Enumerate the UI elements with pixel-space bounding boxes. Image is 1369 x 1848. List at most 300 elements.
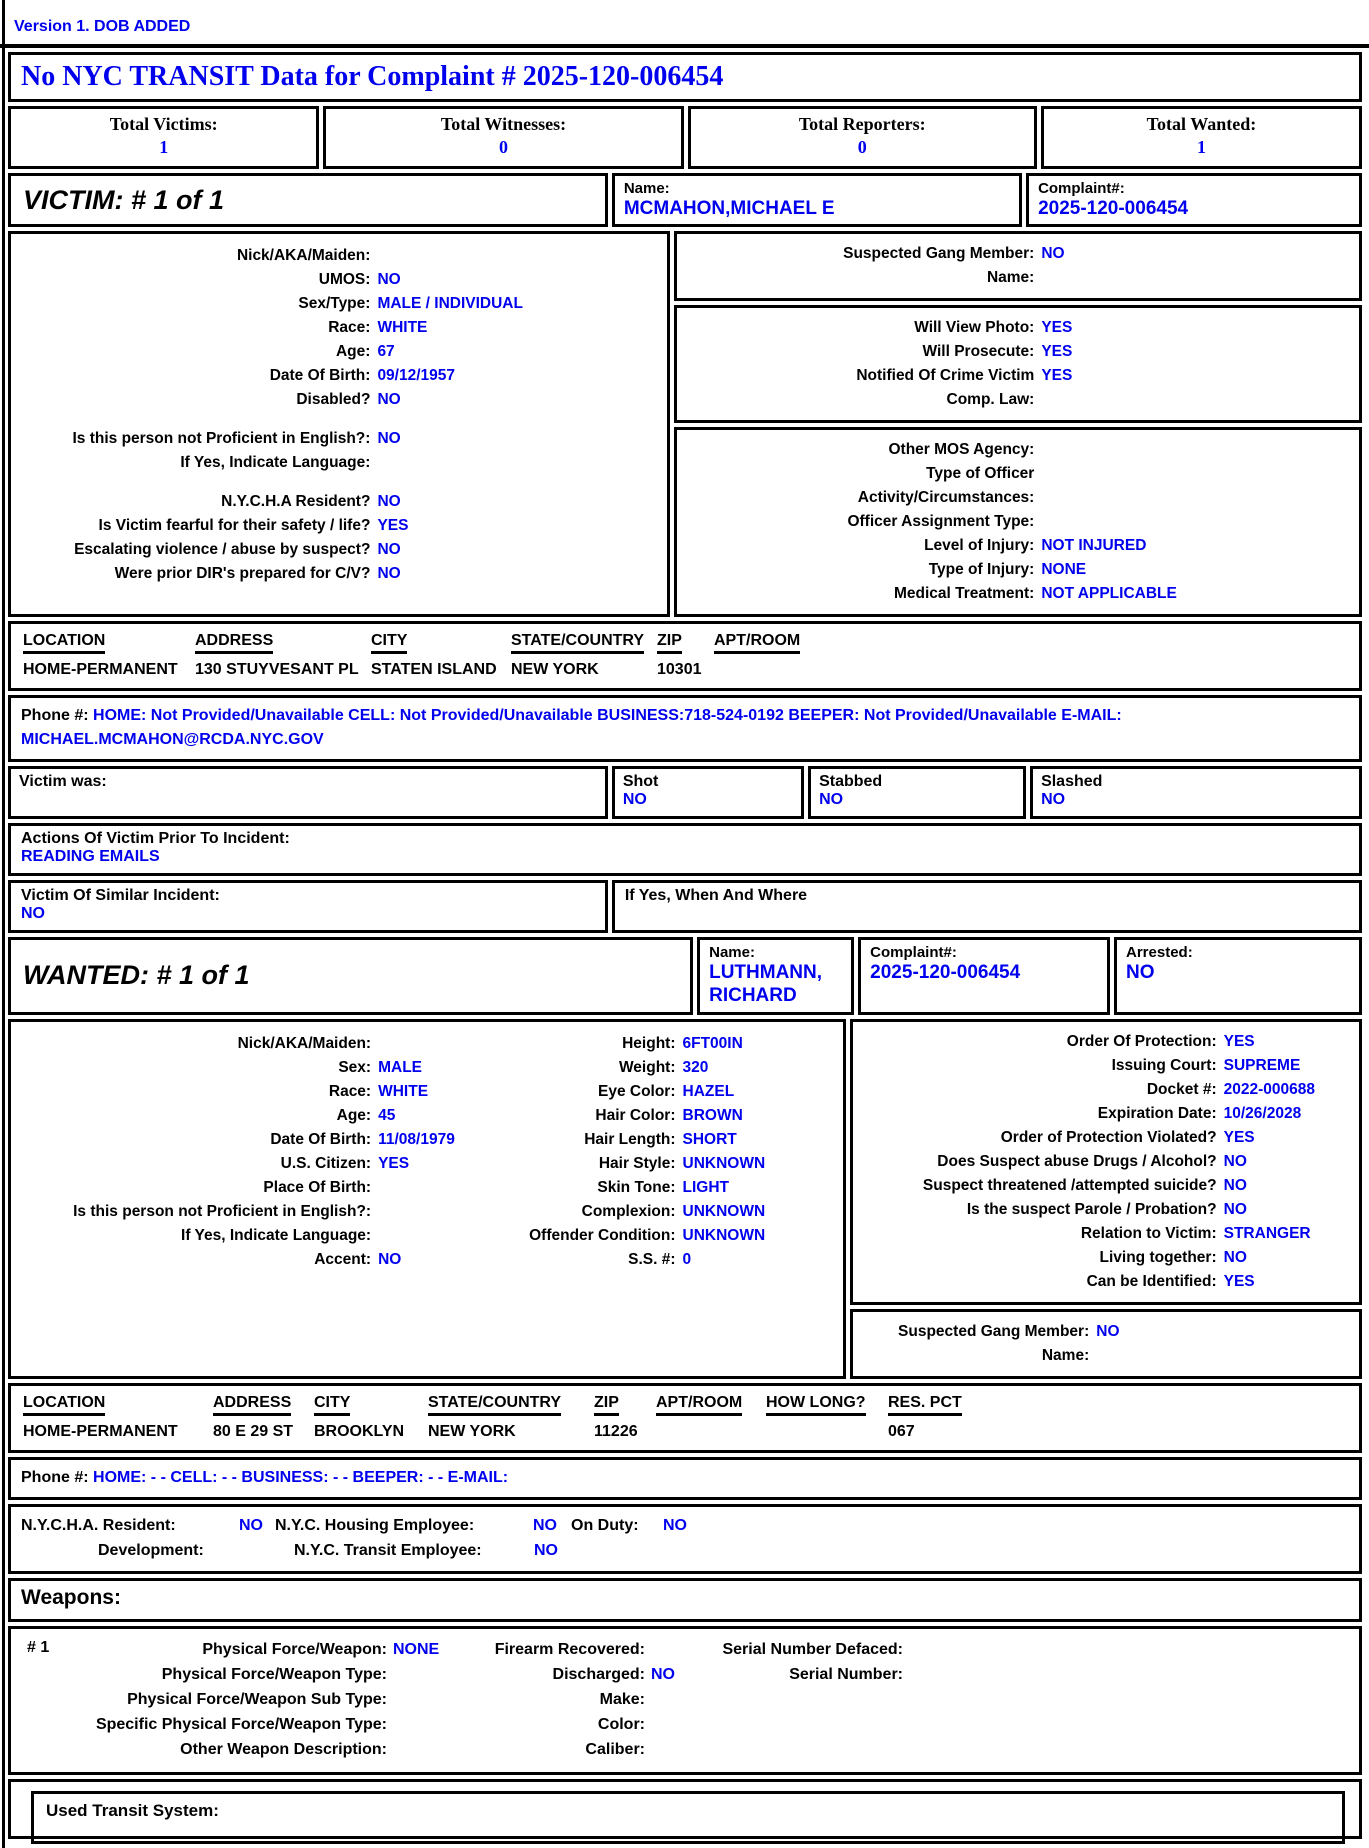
weapons-section-title: Weapons: bbox=[21, 1585, 121, 1609]
transit-label: Used Transit System: bbox=[46, 1800, 219, 1820]
column-header: HOW LONG? bbox=[766, 1394, 888, 1416]
field-label: Development: bbox=[98, 1541, 204, 1559]
column-header: CITY bbox=[314, 1394, 428, 1416]
field-label: Discharged: bbox=[552, 1665, 645, 1683]
field-label: Name: bbox=[986, 269, 1035, 287]
field-label: Race: bbox=[328, 1082, 372, 1100]
field-label: N.Y.C.H.A. Resident: bbox=[21, 1516, 176, 1534]
field-label: Is this person not Proficient in English?: bbox=[73, 1202, 372, 1220]
field-row bbox=[861, 1078, 1351, 1102]
field-label: Is the suspect Parole / Probation? bbox=[966, 1200, 1217, 1218]
location-value-row bbox=[23, 1423, 1359, 1441]
order-of-protection-box bbox=[850, 1019, 1362, 1305]
field-label: If Yes, Indicate Language: bbox=[181, 1226, 372, 1244]
field-value: NO bbox=[663, 1516, 687, 1534]
field-label: Caliber: bbox=[585, 1740, 645, 1758]
field-label: Suspected Gang Member: bbox=[843, 245, 1035, 263]
field-value: 09/12/1957 bbox=[377, 367, 456, 385]
victim-was-label-box bbox=[8, 766, 608, 819]
field-label: Make: bbox=[599, 1690, 645, 1708]
field-value: NO bbox=[622, 791, 647, 809]
field-row bbox=[19, 1248, 835, 1272]
wanted-name-cell bbox=[697, 937, 854, 1014]
field-label: Specific Physical Force/Weapon Type: bbox=[95, 1715, 387, 1733]
similar-incident-box bbox=[8, 880, 608, 933]
column-header: RES. PCT bbox=[888, 1394, 1359, 1416]
cell-value: STATEN ISLAND bbox=[371, 661, 497, 679]
wanted-location-table bbox=[8, 1383, 1362, 1453]
field-value bbox=[378, 1032, 491, 1056]
column-header: APT/ROOM bbox=[714, 632, 1359, 654]
field-label: Expiration Date: bbox=[1097, 1104, 1217, 1122]
column-header: STATE/COUNTRY bbox=[428, 1394, 594, 1416]
page-left-border bbox=[2, 0, 5, 1848]
field-label: Serial Number Defaced: bbox=[722, 1640, 903, 1658]
field-row bbox=[11, 1662, 1351, 1687]
actions-label: Actions Of Victim Prior To Incident: bbox=[21, 830, 290, 848]
field-row bbox=[861, 1102, 1351, 1126]
field-value: YES bbox=[377, 517, 409, 535]
cell-value: 067 bbox=[888, 1422, 915, 1440]
victim-phone-row bbox=[8, 695, 1362, 762]
field-label: Will Prosecute: bbox=[922, 343, 1035, 361]
column-header: ADDRESS bbox=[195, 632, 371, 654]
victim-details-box bbox=[8, 231, 670, 617]
field-row bbox=[19, 1152, 835, 1176]
field-value: YES bbox=[1041, 343, 1073, 361]
field-label: Order of Protection Violated? bbox=[1000, 1128, 1217, 1146]
field-value: UNKNOWN bbox=[682, 1154, 766, 1172]
field-value: MALE bbox=[378, 1058, 423, 1076]
cell-value: 11226 bbox=[594, 1422, 638, 1440]
field-label: Physical Force/Weapon Type: bbox=[161, 1665, 387, 1683]
actions-box bbox=[8, 823, 1362, 876]
field-label: Serial Number: bbox=[789, 1665, 903, 1683]
field-label: Skin Tone: bbox=[597, 1178, 676, 1196]
field-value: HAZEL bbox=[682, 1082, 735, 1100]
field-value: NO bbox=[377, 565, 401, 583]
field-label bbox=[763, 1712, 909, 1737]
wanted-details-box bbox=[8, 1019, 846, 1379]
field-value: NO bbox=[21, 905, 45, 923]
total-label: Total Witnesses: bbox=[440, 114, 567, 134]
field-label bbox=[763, 1737, 909, 1762]
field-value bbox=[909, 1687, 1351, 1712]
weapon-item-box bbox=[8, 1626, 1362, 1775]
field-row bbox=[19, 1224, 835, 1248]
field-label: Relation to Victim: bbox=[1080, 1224, 1217, 1242]
stabbed-box bbox=[808, 766, 1026, 819]
field-label: Is this person not Proficient in English?: bbox=[72, 430, 371, 448]
cell-value bbox=[714, 661, 1359, 679]
field-row bbox=[11, 1712, 1351, 1737]
field-value: SHORT bbox=[682, 1130, 737, 1148]
field-row bbox=[861, 1344, 1351, 1368]
wanted-complaint-label: Complaint#: bbox=[870, 944, 957, 962]
column-header: LOCATION bbox=[23, 632, 195, 654]
total-victims-box bbox=[8, 106, 319, 169]
field-row bbox=[11, 1687, 1351, 1712]
field-label: Victim was: bbox=[19, 773, 107, 791]
total-value: 0 bbox=[498, 137, 508, 157]
field-row bbox=[19, 514, 659, 538]
report-title: No NYC TRANSIT Data for Complaint # 2025-120-006454 bbox=[21, 61, 724, 92]
transit-section-box bbox=[8, 1779, 1362, 1839]
field-row bbox=[19, 490, 659, 514]
field-value bbox=[909, 1712, 1351, 1737]
field-value bbox=[378, 1224, 491, 1248]
weapons-section-title-box bbox=[8, 1578, 1362, 1622]
wanted-header-row bbox=[8, 937, 1362, 1014]
field-row bbox=[861, 1320, 1351, 1344]
field-label bbox=[763, 1687, 909, 1712]
field-row bbox=[685, 462, 1351, 510]
field-row bbox=[19, 316, 659, 340]
field-label: N.Y.C.H.A Resident? bbox=[221, 493, 371, 511]
field-value: NO bbox=[534, 1541, 558, 1559]
transit-box bbox=[31, 1791, 1345, 1844]
report-body bbox=[0, 48, 1369, 1839]
location-value-row bbox=[23, 661, 1359, 679]
field-value: NONE bbox=[393, 1640, 440, 1658]
field-row bbox=[685, 316, 1351, 340]
total-witnesses-box bbox=[323, 106, 683, 169]
field-label: Date Of Birth: bbox=[269, 367, 371, 385]
phone-value: HOME: Not Provided/Unavailable CELL: Not Provided/Unavailable BUSINESS:718-524-0192 BEEPER: Not Provided/Unavailable E-MAIL: MICHAEL.MCMAHON@RCDA.NYC.GOV bbox=[21, 707, 1122, 749]
field-label: Sex: bbox=[338, 1058, 372, 1076]
field-label: Other MOS Agency: bbox=[888, 441, 1035, 459]
field-row bbox=[685, 510, 1351, 534]
field-value: YES bbox=[378, 1154, 410, 1172]
field-row bbox=[19, 1056, 835, 1080]
field-value: NO bbox=[651, 1665, 675, 1683]
field-label: Other Weapon Description: bbox=[180, 1740, 387, 1758]
field-row bbox=[861, 1054, 1351, 1078]
total-value: 1 bbox=[159, 137, 169, 157]
field-value: YES bbox=[1223, 1128, 1255, 1146]
field-label: Physical Force/Weapon: bbox=[202, 1640, 387, 1658]
victim-complaint-label: Complaint#: bbox=[1038, 180, 1125, 197]
victim-gang-box bbox=[674, 231, 1362, 301]
wanted-complaint-value: 2025-120-006454 bbox=[870, 962, 1021, 984]
field-value: LIGHT bbox=[682, 1178, 729, 1196]
total-label: Total Reporters: bbox=[798, 114, 926, 134]
field-value: WHITE bbox=[377, 319, 428, 337]
field-label: Place Of Birth: bbox=[263, 1178, 372, 1196]
field-value: 45 bbox=[378, 1106, 396, 1124]
cell-value: NEW YORK bbox=[511, 661, 599, 679]
field-label: Accent: bbox=[314, 1250, 372, 1268]
field-label: Name: bbox=[1041, 1346, 1090, 1364]
cell-value: 10301 bbox=[657, 661, 702, 679]
actions-value: READING EMAILS bbox=[21, 848, 160, 866]
column-header: ZIP bbox=[657, 632, 714, 654]
location-header-row bbox=[23, 632, 1359, 654]
field-value: NO bbox=[377, 493, 401, 511]
field-value bbox=[393, 1687, 463, 1712]
victim-complaint-value: 2025-120-006454 bbox=[1038, 198, 1189, 219]
field-row bbox=[11, 1737, 1351, 1762]
wanted-complaint-cell bbox=[858, 937, 1110, 1014]
field-row bbox=[19, 1176, 835, 1200]
field-label: Notified Of Crime Victim Comp. Law: bbox=[856, 367, 1035, 409]
field-label: Can be Identified: bbox=[1086, 1272, 1217, 1290]
field-value: NO bbox=[1223, 1176, 1247, 1194]
field-label: N.Y.C. Housing Employee: bbox=[275, 1516, 475, 1534]
field-row bbox=[685, 534, 1351, 558]
victim-was-row bbox=[8, 766, 1362, 819]
wanted-phone-row bbox=[8, 1457, 1362, 1500]
field-row bbox=[685, 266, 1351, 290]
field-value: 10/26/2028 bbox=[1223, 1104, 1302, 1122]
field-label: Were prior DIR's prepared for C/V? bbox=[114, 565, 371, 583]
column-header: LOCATION bbox=[23, 1394, 213, 1416]
total-value: 0 bbox=[857, 137, 867, 157]
similar-when-box bbox=[612, 880, 1362, 933]
field-row bbox=[19, 538, 659, 562]
field-label: Offender Condition: bbox=[529, 1226, 676, 1244]
field-label: Stabbed bbox=[819, 773, 883, 791]
total-reporters-box bbox=[688, 106, 1037, 169]
field-value: SUPREME bbox=[1223, 1056, 1301, 1074]
column-header: CITY bbox=[371, 632, 511, 654]
field-label: U.S. Citizen: bbox=[280, 1154, 372, 1172]
field-value: 320 bbox=[682, 1058, 709, 1076]
field-label: N.Y.C. Transit Employee: bbox=[294, 1541, 482, 1559]
wanted-section-title: WANTED: # 1 of 1 bbox=[8, 937, 693, 1014]
field-label: S.S. #: bbox=[628, 1250, 676, 1268]
wanted-arrested-cell bbox=[1114, 937, 1362, 1014]
victim-header-row bbox=[8, 173, 1362, 227]
field-value: YES bbox=[1041, 367, 1073, 385]
field-label: Docket #: bbox=[1146, 1080, 1217, 1098]
field-row bbox=[19, 268, 659, 292]
field-row bbox=[685, 558, 1351, 582]
cell-value: HOME-PERMANENT bbox=[23, 661, 178, 679]
victim-location-table bbox=[8, 621, 1362, 691]
field-row bbox=[685, 364, 1351, 412]
field-label: UMOS: bbox=[318, 271, 371, 289]
field-row bbox=[19, 1200, 835, 1224]
victim-name-value: MCMAHON,MICHAEL E bbox=[623, 198, 835, 219]
field-row bbox=[19, 340, 659, 364]
field-label: Weight: bbox=[618, 1058, 676, 1076]
field-value: MALE / INDIVIDUAL bbox=[377, 295, 523, 313]
wanted-name-label: Name: bbox=[709, 944, 755, 962]
field-value: NO bbox=[1223, 1152, 1247, 1170]
wanted-gang-box bbox=[850, 1309, 1362, 1379]
column-header: ZIP bbox=[594, 1394, 656, 1416]
field-label: Eye Color: bbox=[597, 1082, 676, 1100]
arrested-label: Arrested: bbox=[1126, 944, 1193, 962]
victim-section-title: VICTIM: # 1 of 1 bbox=[8, 173, 608, 227]
field-value: WHITE bbox=[378, 1082, 429, 1100]
field-value bbox=[393, 1712, 463, 1737]
wanted-details-row bbox=[8, 1019, 1362, 1379]
field-value: 2022-000688 bbox=[1223, 1080, 1315, 1098]
weapon-number: # 1 bbox=[27, 1638, 50, 1656]
field-value: YES bbox=[1223, 1032, 1255, 1050]
column-header: STATE/COUNTRY bbox=[511, 632, 657, 654]
field-row bbox=[19, 427, 659, 451]
cell-value: 130 STUYVESANT PL bbox=[195, 661, 359, 679]
wanted-employment-box bbox=[8, 1504, 1362, 1574]
field-label: Shot bbox=[622, 773, 659, 791]
field-value: STRANGER bbox=[1223, 1224, 1311, 1242]
field-row bbox=[861, 1150, 1351, 1174]
total-wanted-box bbox=[1041, 106, 1362, 169]
field-label: Will View Photo: bbox=[914, 319, 1035, 337]
field-label: Hair Style: bbox=[598, 1154, 676, 1172]
field-value: NO bbox=[377, 541, 401, 559]
field-value: NO bbox=[1223, 1248, 1247, 1266]
field-row bbox=[685, 582, 1351, 606]
wanted-name-value: LUTHMANN, RICHARD bbox=[709, 962, 823, 1007]
field-value: YES bbox=[1041, 319, 1073, 337]
field-label: On Duty: bbox=[571, 1516, 639, 1534]
field-value: NO bbox=[377, 391, 401, 409]
field-value bbox=[651, 1687, 763, 1712]
total-label: Total Wanted: bbox=[1146, 114, 1257, 134]
field-row bbox=[861, 1246, 1351, 1270]
field-row bbox=[861, 1030, 1351, 1054]
field-value: NO bbox=[1096, 1322, 1120, 1340]
field-label: Medical Treatment: bbox=[893, 585, 1035, 603]
victim-details-right-column bbox=[674, 231, 1362, 617]
field-label: Firearm Recovered: bbox=[494, 1640, 645, 1658]
field-value: UNKNOWN bbox=[682, 1226, 766, 1244]
phone-label: Phone #: bbox=[21, 1468, 89, 1486]
victim-complaint-cell bbox=[1026, 173, 1362, 227]
field-row bbox=[861, 1198, 1351, 1222]
field-label: If Yes, Indicate Language: bbox=[180, 454, 371, 472]
totals-row bbox=[8, 106, 1362, 169]
shot-box bbox=[612, 766, 804, 819]
field-value: NO bbox=[377, 271, 401, 289]
field-label: Nick/AKA/Maiden: bbox=[236, 247, 371, 265]
field-row bbox=[19, 1128, 835, 1152]
field-label: Height: bbox=[622, 1034, 676, 1052]
field-row bbox=[19, 1104, 835, 1128]
field-row bbox=[19, 451, 659, 475]
field-value: NO bbox=[1041, 791, 1066, 809]
cell-value bbox=[766, 1423, 888, 1441]
field-label: If Yes, When And Where bbox=[624, 887, 808, 905]
field-row bbox=[861, 1126, 1351, 1150]
field-label: Physical Force/Weapon Sub Type: bbox=[127, 1690, 387, 1708]
field-value: 6FT00IN bbox=[682, 1034, 743, 1052]
field-value: NO bbox=[819, 791, 844, 809]
field-row bbox=[11, 1637, 1351, 1662]
employment-row bbox=[21, 1513, 1349, 1538]
field-label: Does Suspect abuse Drugs / Alcohol? bbox=[937, 1152, 1217, 1170]
location-header-row bbox=[23, 1394, 1359, 1416]
field-row bbox=[19, 1032, 835, 1056]
field-row bbox=[19, 292, 659, 316]
field-value: NO bbox=[1223, 1200, 1247, 1218]
field-label: Issuing Court: bbox=[1111, 1056, 1217, 1074]
field-value bbox=[378, 1176, 491, 1200]
field-row bbox=[861, 1270, 1351, 1294]
field-value bbox=[909, 1737, 1351, 1762]
phone-value: HOME: - - CELL: - - BUSINESS: - - BEEPER: - - E-MAIL: bbox=[93, 1468, 509, 1486]
column-header: APT/ROOM bbox=[656, 1394, 766, 1416]
field-value bbox=[393, 1737, 463, 1762]
field-label: Type of Officer Activity/Circumstances: bbox=[857, 465, 1035, 507]
field-label: Hair Length: bbox=[584, 1130, 676, 1148]
field-row bbox=[19, 364, 659, 388]
field-label: Order Of Protection: bbox=[1066, 1032, 1217, 1050]
field-value: 11/08/1979 bbox=[378, 1130, 455, 1148]
field-label: Date Of Birth: bbox=[270, 1130, 372, 1148]
total-label: Total Victims: bbox=[109, 114, 218, 134]
report-title-box bbox=[8, 52, 1362, 102]
field-value: NO bbox=[533, 1516, 557, 1534]
field-label: Complexion: bbox=[581, 1202, 676, 1220]
field-value: NONE bbox=[1041, 561, 1087, 579]
cell-value: 80 E 29 ST bbox=[213, 1422, 294, 1440]
field-value: NOT INJURED bbox=[1041, 537, 1147, 555]
cell-value: HOME-PERMANENT bbox=[23, 1422, 178, 1440]
field-value: YES bbox=[1223, 1272, 1255, 1290]
field-label: Slashed bbox=[1041, 773, 1103, 791]
field-row bbox=[19, 388, 659, 412]
field-row bbox=[19, 1080, 835, 1104]
field-value: UNKNOWN bbox=[682, 1202, 766, 1220]
field-value: 67 bbox=[377, 343, 395, 361]
field-label: Sex/Type: bbox=[298, 295, 371, 313]
field-label: Victim Of Similar Incident: bbox=[21, 887, 220, 905]
field-label: Color: bbox=[597, 1715, 645, 1733]
victim-prosecution-box bbox=[674, 305, 1362, 423]
field-value: BROWN bbox=[682, 1106, 743, 1124]
cell-value bbox=[656, 1423, 766, 1441]
field-label: Nick/AKA/Maiden: bbox=[237, 1034, 372, 1052]
phone-label: Phone #: bbox=[21, 707, 89, 725]
field-label: Is Victim fearful for their safety / life? bbox=[98, 517, 371, 535]
version-note: Version 1. DOB ADDED bbox=[0, 0, 1369, 48]
field-value: 0 bbox=[682, 1250, 692, 1268]
slashed-box bbox=[1030, 766, 1362, 819]
field-value bbox=[651, 1737, 763, 1762]
field-label: Type of Injury: bbox=[928, 561, 1035, 579]
field-row bbox=[685, 438, 1351, 462]
field-value bbox=[651, 1712, 763, 1737]
field-label: Disabled? bbox=[296, 391, 371, 409]
field-value bbox=[393, 1662, 463, 1687]
field-value: NO bbox=[378, 1250, 402, 1268]
field-value: NOT APPLICABLE bbox=[1041, 585, 1177, 603]
column-header: ADDRESS bbox=[213, 1394, 314, 1416]
similar-incident-row bbox=[8, 880, 1362, 933]
field-label: Hair Color: bbox=[595, 1106, 676, 1124]
arrested-value: NO bbox=[1126, 962, 1155, 984]
victim-name-label: Name: bbox=[623, 180, 670, 197]
field-label: Escalating violence / abuse by suspect? bbox=[74, 541, 371, 559]
field-label: Race: bbox=[328, 319, 371, 337]
field-row bbox=[685, 242, 1351, 266]
wanted-details-right-column bbox=[850, 1019, 1362, 1379]
field-row bbox=[19, 244, 659, 268]
field-value: NO bbox=[377, 430, 401, 448]
cell-value: BROOKLYN bbox=[314, 1422, 405, 1440]
employment-row bbox=[21, 1538, 1349, 1563]
victim-name-cell bbox=[612, 173, 1022, 227]
field-label: Age: bbox=[335, 343, 371, 361]
field-row bbox=[19, 562, 659, 586]
victim-officer-box bbox=[674, 427, 1362, 617]
field-row bbox=[861, 1174, 1351, 1198]
